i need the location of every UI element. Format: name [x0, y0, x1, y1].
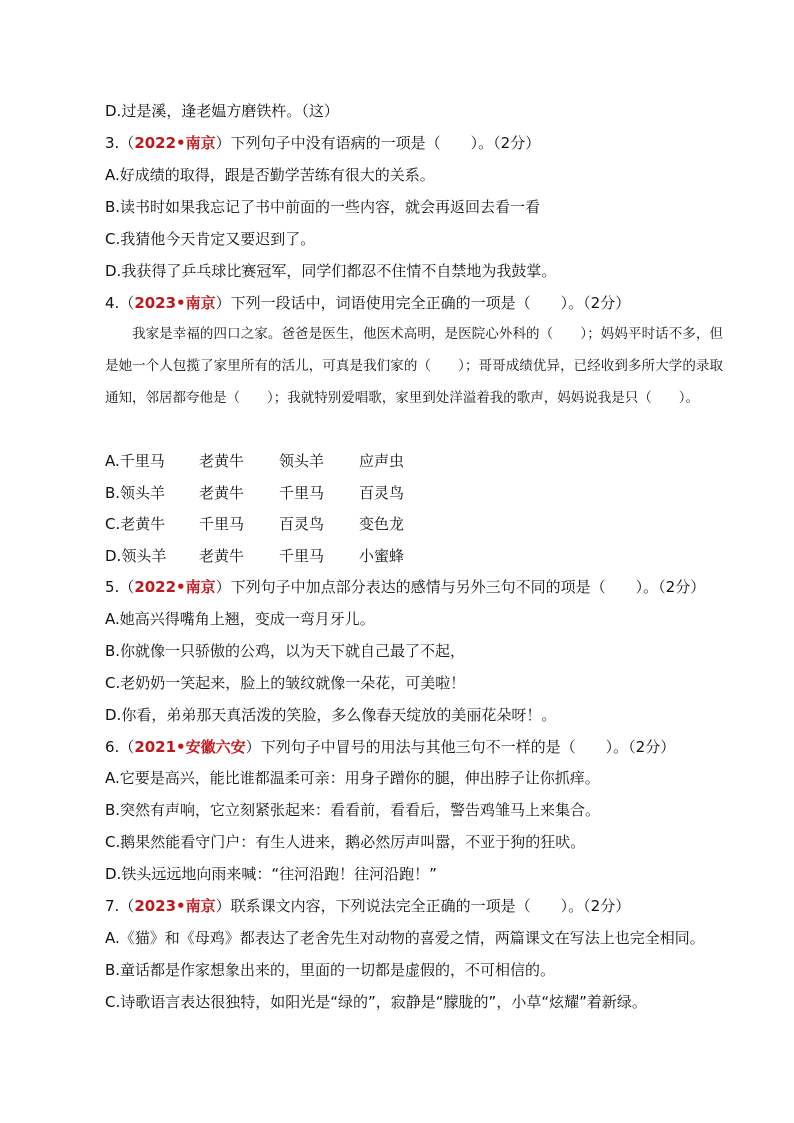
q3-option-a: A.好成绩的取得，跟是否勤学苦练有很大的关系。: [105, 166, 435, 184]
q7-stem: [105, 896, 745, 916]
q3-stem-text: ）下列句子中没有语病的一项是（ ）。（2分）: [215, 134, 541, 152]
q4-option-c: [105, 514, 439, 534]
q4-option-c-word-2: 千里马: [199, 515, 245, 533]
q4-option-a-label: A.千里马: [105, 452, 165, 470]
q7-source: 2023•南京: [134, 897, 216, 915]
q6-source: 2021•安徽六安: [134, 738, 246, 756]
q3-stem: [105, 133, 745, 153]
q4-option-c-label: C.老黄牛: [105, 515, 166, 533]
q5-stem: [105, 577, 745, 597]
q4-option-c-word-4: 变色龙: [359, 515, 405, 533]
q4-stem-text: ）下列一段话中，词语使用完全正确的一项是（ ）。（2分）: [215, 294, 631, 312]
q3-number: 3.（: [105, 134, 135, 152]
q3-source: 2022•南京: [134, 134, 216, 152]
q2-option-d: D.过是溪，逢老媪方磨铁杵。（这）: [105, 102, 339, 120]
q4-option-d: [105, 546, 439, 566]
q6-option-d: D.铁头远远地向雨来喊：“往河沿跑！往河沿跑！”: [105, 865, 437, 883]
q7-stem-text: ）联系课文内容，下列说法完全正确的一项是（ ）。（2分）: [215, 897, 631, 915]
q5-option-b: B.你就像一只骄傲的公鸡，以为天下就自己最了不起，: [105, 642, 466, 660]
q4-option-b-word-4: 百灵鸟: [359, 484, 405, 502]
q3-option-c: C.我猜他今天肯定又要迟到了。: [105, 230, 316, 248]
q7-option-a: A.《猫》和《母鸡》都表达了老舍先生对动物的喜爱之情，两篇课文在写法上也完全相同。: [105, 929, 705, 947]
q4-option-b-word-2: 老黄牛: [199, 484, 245, 502]
q4-passage: [105, 318, 723, 414]
q6-number: 6.（: [105, 738, 135, 756]
q4-passage-text: 我家是幸福的四口之家。爸爸是医生，他医术高明，是医院心外科的（ ）；妈妈平时话不多，但是她一个人包揽了家里所有的活儿，可真是我们家的（ ）；哥哥成绩优异，已经收到多所大学的录取通知，邻居都夸他是（ ）；我就特别爱唱歌，家里到处洋溢着我的歌声，妈妈说我是只（ ）。: [105, 326, 723, 406]
q4-option-a-word-3: 领头羊: [279, 452, 325, 470]
q6-option-b: B.突然有声响，它立刻紧张起来：看看前，看看后，警告鸡雏马上来集合。: [105, 801, 601, 819]
q4-option-b-word-3: 千里马: [279, 484, 325, 502]
q4-option-d-word-2: 老黄牛: [199, 547, 245, 565]
q4-number: 4.（: [105, 294, 135, 312]
q5-source: 2022•南京: [134, 578, 216, 596]
q7-number: 7.（: [105, 897, 135, 915]
q4-option-a-word-2: 老黄牛: [199, 452, 245, 470]
q4-option-a: [105, 451, 439, 471]
q4-option-d-word-3: 千里马: [279, 547, 325, 565]
q4-option-a-word-4: 应声虫: [359, 452, 405, 470]
q6-option-c: C.鹅果然能看守门户：有生人进来，鹅必然厉声叫嚣，不亚于狗的狂吠。: [105, 833, 586, 851]
q6-stem-text: ）下列句子中冒号的用法与其他三句不一样的是（ ）。（2分）: [245, 738, 676, 756]
q4-option-b: [105, 483, 439, 503]
q6-stem: [105, 737, 745, 757]
q4-option-b-label: B.领头羊: [105, 484, 166, 502]
q7-option-b: B.童话都是作家想象出来的，里面的一切都是虚假的，不可相信的。: [105, 961, 556, 979]
q7-option-c: C.诗歌语言表达很独特，如阳光是“绿的”，寂静是“朦胧的”，小草“炫耀”着新绿。: [105, 993, 647, 1011]
q5-stem-text: ）下列句子中加点部分表达的感情与另外三句不同的项是（ ）。（2分）: [215, 578, 706, 596]
q4-stem: [105, 293, 745, 313]
q3-option-d: D.我获得了乒乓球比赛冠军，同学们都忍不住情不自禁地为我鼓掌。: [105, 262, 557, 280]
q4-option-c-word-3: 百灵鸟: [279, 515, 325, 533]
q5-option-a: A.她高兴得嘴角上翘，变成一弯月牙儿。: [105, 610, 375, 628]
q4-option-d-label: D.领头羊: [105, 547, 167, 565]
q4-source: 2023•南京: [134, 294, 216, 312]
q5-number: 5.（: [105, 578, 135, 596]
q5-option-c: C.老奶奶一笑起来，脸上的皱纹就像一朵花，可美啦！: [105, 674, 466, 692]
q5-option-d: D.你看，弟弟那天真活泼的笑脸，多么像春天绽放的美丽花朵呀！。: [105, 706, 557, 724]
q4-option-d-word-4: 小蜜蜂: [359, 547, 405, 565]
q6-option-a: A.它要是高兴，能比谁都温柔可亲：用身子蹭你的腿，伸出脖子让你抓痒。: [105, 769, 600, 787]
q3-option-b: B.读书时如果我忘记了书中前面的一些内容，就会再返回去看一看: [105, 198, 541, 216]
